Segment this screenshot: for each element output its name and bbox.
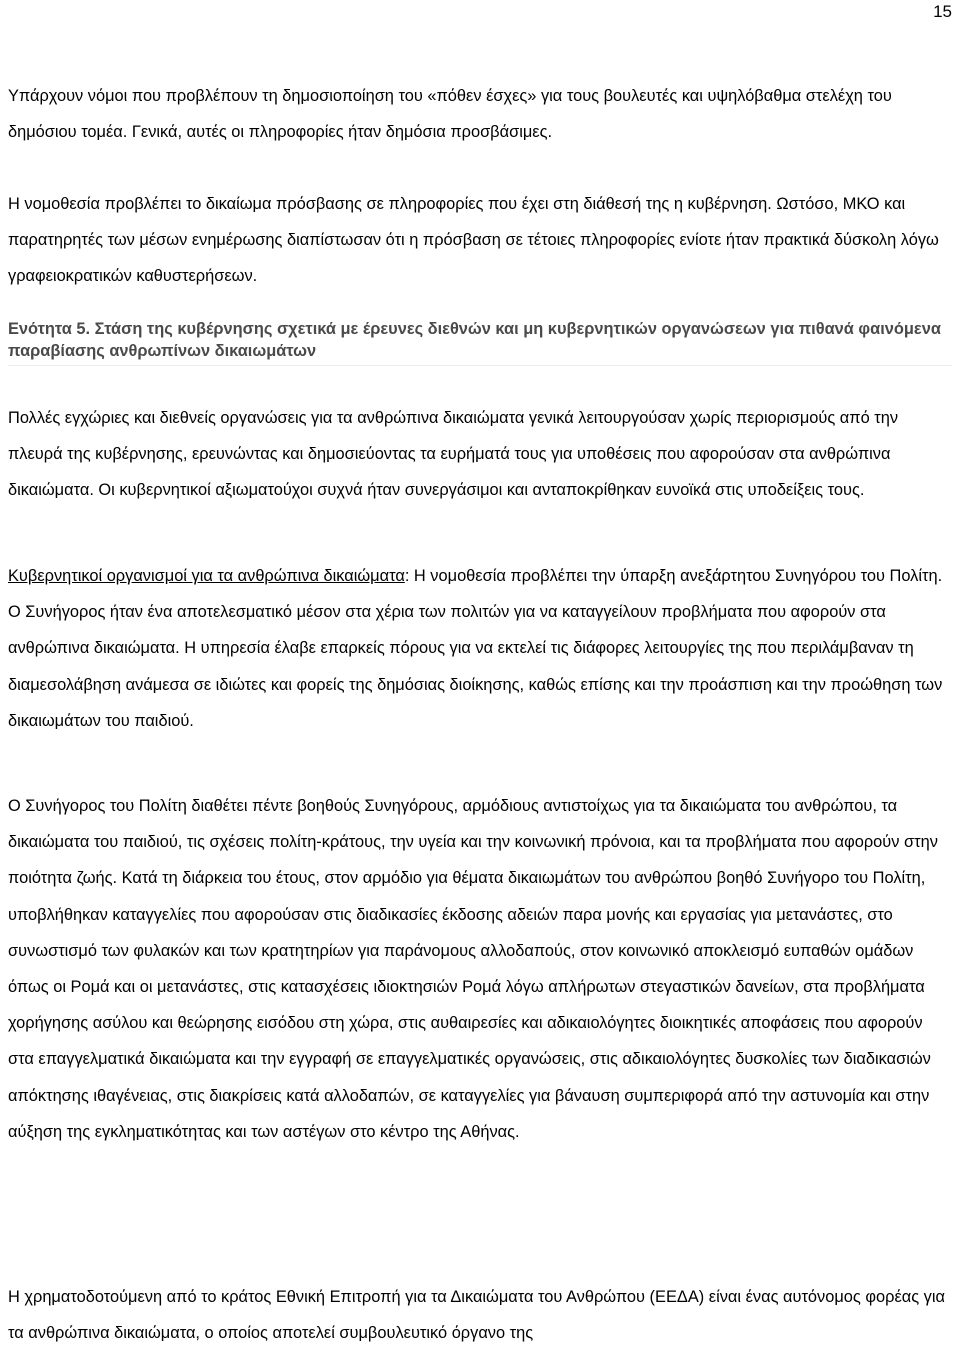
paragraph-national-commission: Η χρηματοδοτούμενη από το κράτος Εθνική Επιτροπή για τα Δικαιώματα του Ανθρώπου (ΕΕΔΑ) είναι ένας αυτόνομος φορέας για τα ανθρώπινα δικαιώματα, ο οποίος αποτελεί συμβουλευτικό όργανο της xyxy=(8,1288,945,1343)
underlined-lead: Κυβερνητικοί οργανισμοί για τα ανθρώπινα δικαιώματα xyxy=(8,567,405,585)
paragraph-asset-declarations: Υπάρχουν νόμοι που προβλέπουν τη δημοσιοποίηση του «πόθεν έσχες» για τους βουλευτές και υψηλόβαθμα στελέχη του δημόσιου τομέα. Γενικά, αυτές οι πληροφορίες ήταν δημόσια προσβάσιμες. xyxy=(8,87,892,142)
paragraph-ombudsman-deputies: Ο Συνήγορος του Πολίτη διαθέτει πέντε βοηθούς Συνηγόρους, αρμόδιους αντιστοίχως για τα δικαιώματα του ανθρώπου, τα δικαιώματα του παιδιού, τις σχέσεις πολίτη-κράτους, την υγεία και την κοινωνική πρόνοια, και τα προβλήματα που αφορούν στην ποιότητα ζωής. Κατά τη διάρκεια του έτους, στον αρμόδιο για θέματα δικαιωμάτων του ανθρώπου βοηθό Συνήγορο του Πολίτη, υποβλήθηκαν καταγγελίες που αφορούσαν στις διαδικασίες έκδοσης αδειών παρα μονής και εργασίας για μετανάστες, στο συνωστισμό των φυλακών και των κρατητηρίων για παράνομους αλλοδαπούς, στον κοινωνικό αποκλεισμό ευπαθών ομάδων όπως οι Ρομά και οι μετανάστες, στις κατασχέσεις ιδιοκτησιών Ρομά λόγω απλήρωτων στεγαστικών δανείων, στα προβλήματα χορήγησης ασύλου και θεώρησης εισόδου στη χώρα, στις αυθαιρεσίες και αδικαιολόγητες διοικητικές αποφάσεις που αφορούν στα επαγγελματικά δικαιώματα και την εγγραφή σε επαγγελματικές οργανώσεις, στις αδικαιολόγητες δυσκολίες των διαδικασιών απόκτησης ιθαγένειας, στις διακρίσεις κατά αλλοδαπών, σε καταγγελίες για βάναυση συμπεριφορά από την αστυνομία και στην αύξηση της εγκληματικότητας και των αστέγων στο κέντρο της Αθήνας. xyxy=(8,797,938,1141)
paragraph-access-to-information: Η νομοθεσία προβλέπει το δικαίωμα πρόσβασης σε πληροφορίες που έχει στη διάθεσή της η κυβέρνηση. Ωστόσο, ΜΚΟ και παρατηρητές των μέσων ενημέρωσης διαπίστωσαν ότι η πρόσβαση σε τέτοιες πληροφορίες ενίοτε ήταν πρακτικά δύσκολη λόγω γραφειοκρατικών καθυστερήσεων. xyxy=(8,195,939,286)
paragraph-human-rights-organizations: Πολλές εγχώριες και διεθνείς οργανώσεις για τα ανθρώπινα δικαιώματα γενικά λειτουργούσαν χωρίς περιορισμούς από την πλευρά της κυβέρνησης, ερευνώντας και δημοσιεύοντας τα ευρήματά τους για υποθέσεις που αφορούσαν στα ανθρώπινα δικαιώματα. Οι κυβερνητικοί αξιωματούχοι συχνά ήταν συνεργάσιμοι και ανταποκρίθηκαν ευνοϊκά στις υποδείξεις τους. xyxy=(8,409,899,500)
paragraph-government-bodies xyxy=(8,558,952,739)
section-heading: Ενότητα 5. Στάση της κυβέρνησης σχετικά με έρευνες διεθνών και μη κυβερνητικών οργανώσεων για πιθανά φαινόμενα παραβίασης ανθρωπίνων δικαιωμάτων xyxy=(8,318,952,366)
paragraph-government-bodies-text: : Η νομοθεσία προβλέπει την ύπαρξη ανεξάρτητου Συνηγόρου του Πολίτη. Ο Συνήγορος ήταν ένα αποτελεσματικό μέσον στα χέρια των πολιτών για να καταγγείλουν προβλήματα που αφορούν στα ανθρώπινα δικαιώματα. Η υπηρεσία έλαβε επαρκείς πόρους για να εκτελεί τις διάφορες λειτουργίες της που περιλάμβαναν τη διαμεσολάβηση ανάμεσα σε ιδιώτες και φορείς της δημόσιας διοίκησης, καθώς επίσης και την προάσπιση και την προώθηση των δικαιωμάτων του παιδιού. xyxy=(8,567,943,730)
page-number: 15 xyxy=(933,2,952,21)
